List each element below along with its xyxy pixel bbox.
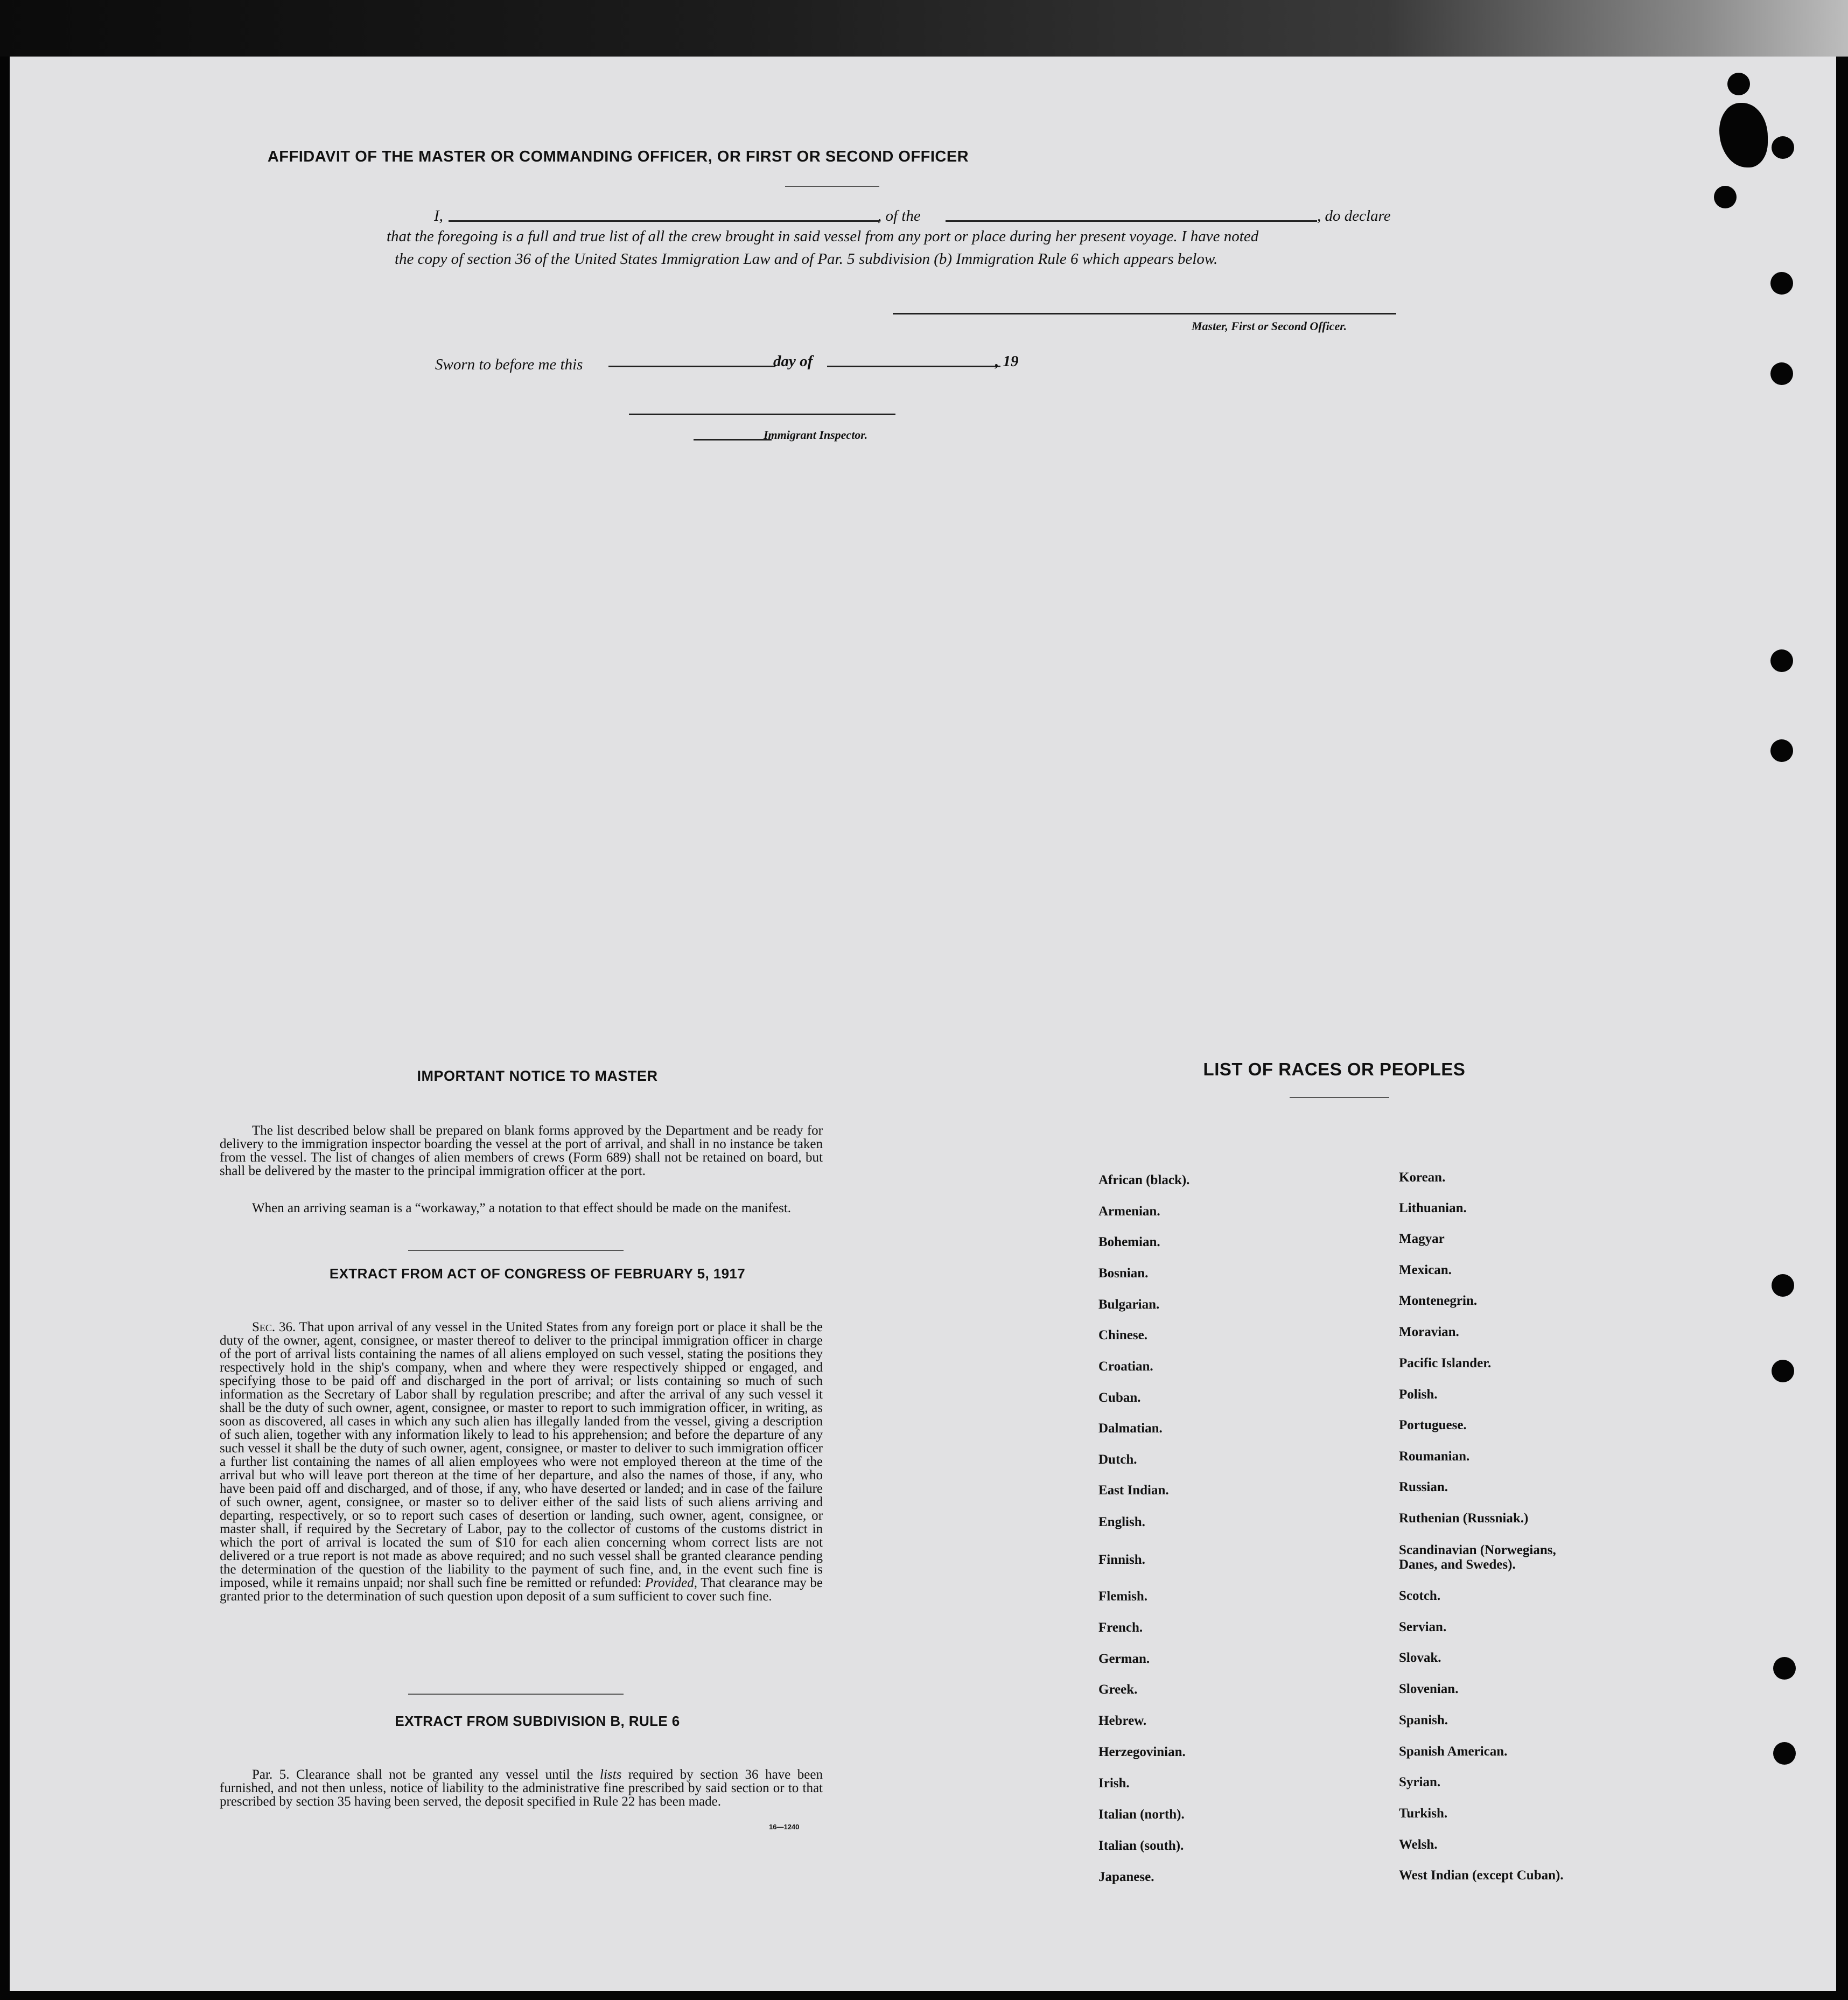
race-left-item: Herzegovinian. (1098, 1745, 1186, 1759)
section-36 (220, 1320, 823, 1603)
notice-paragraph-2 (220, 1201, 823, 1215)
inspector-signature-line (629, 414, 895, 415)
paragraph-5-a: Par. 5. Clearance shall not be granted any vessel until the (252, 1767, 593, 1782)
race-left-item: Chinese. (1098, 1328, 1147, 1342)
races-title-underline (1290, 1097, 1389, 1098)
race-left-item: East Indian. (1098, 1483, 1169, 1498)
inspector-label: Immigrant Inspector. (764, 428, 868, 442)
punch-hole (1770, 362, 1793, 385)
notice-paragraph-1 (220, 1124, 823, 1178)
race-left-item: Italian (north). (1098, 1807, 1185, 1822)
race-left-item: Bohemian. (1098, 1235, 1160, 1249)
race-left-item: Flemish. (1098, 1589, 1147, 1604)
rule-title: EXTRACT FROM SUBDIVISION B, RULE 6 (395, 1713, 680, 1729)
race-left-item: Dutch. (1098, 1452, 1137, 1467)
punch-hole-top (1727, 73, 1750, 95)
race-left-item: Cuban. (1098, 1390, 1141, 1405)
punch-hole (1772, 1274, 1794, 1297)
vessel-blank (946, 220, 1317, 222)
race-left-item: Bosnian. (1098, 1266, 1149, 1281)
section-36-provided: Provided, (645, 1576, 697, 1590)
declaration-line-3: the copy of section 36 of the United States Immigration Law and of Par. 5 subdivision (b) Immigration Rule 6 which appears below. (395, 250, 1218, 268)
race-left-item: Dalmatian. (1098, 1421, 1163, 1436)
race-right-item: Moravian. (1399, 1325, 1459, 1339)
race-left-item: Armenian. (1098, 1204, 1160, 1219)
paragraph-5 (220, 1768, 823, 1808)
race-left-item: Hebrew. (1098, 1714, 1147, 1728)
notice-paragraph-2-text: When an arriving seaman is a “workaway,” a notation to that effect should be made on the manifest. (252, 1201, 792, 1215)
declaration-line-2: that the foregoing is a full and true list of all the crew brought in said vessel from any port or place during her present voyage. I have noted (387, 228, 1259, 245)
race-right-item: Scandinavian (Norwegians, Danes, and Swedes). (1399, 1543, 1556, 1572)
race-left-item: Bulgarian. (1098, 1297, 1160, 1312)
name-blank (449, 220, 879, 222)
document-page (10, 57, 1836, 1991)
race-right-item: Syrian. (1399, 1775, 1441, 1789)
declaration-of-the: , of the (878, 207, 921, 225)
race-left-item: Irish. (1098, 1776, 1130, 1791)
race-right-item: Montenegrin. (1399, 1293, 1478, 1308)
paragraph-5-lists: lists (600, 1767, 622, 1782)
race-right-item: Korean. (1399, 1170, 1446, 1185)
races-title: LIST OF RACES OR PEOPLES (1203, 1059, 1466, 1079)
race-right-item: Magyar (1399, 1232, 1445, 1246)
sworn-day-blank (608, 366, 775, 367)
race-right-item: Welsh. (1399, 1837, 1438, 1852)
race-left-item: Finnish. (1098, 1553, 1145, 1567)
divider-2 (408, 1694, 624, 1695)
section-36-text: That upon arrival of any vessel in the United States from any foreign port or place it shall be the duty of the owner, agent, consignee, or master thereof to deliver to the principal immigration officer in charge of the port of arrival lists containing the names of all aliens employed on such vessel, stating the positions they respectively hold in the ship's company, when and where they were respectively shipped or engaged, and specifying those to be paid off and discharged in the port of arrival; or lists containing so much of such information as the Secretary of Labor shall by regulation prescribe; and after the arrival of any such vessel it shall be the duty of such owner, agent, consignee, or master to report to such immigration officer, in writing, as soon as discovered, all cases in which any such alien has illegally landed from the vessel, giving a description of such alien, together with any information likely to lead to his apprehension; and before the departure of any such vessel it shall be the duty of such owner, agent, consignee, or master to deliver to such immigration officer a further list containing the names of all alien employees who were not employed thereon at the time of the arrival but who will leave port thereon at the time of her departure, and also the names of those, if any, who have been paid off and discharged, and of those, if any, who have deserted or landed; and in case of the failure of such owner, agent, consignee, or master so to deliver either of the said lists of such aliens arriving and departing, respectively, or so to report such cases of desertion or landing, such owner, agent, consignee, or master shall, if required by the Secretary of Labor, pay to the collector of customs of the customs district in which the port of arrival is located the sum of $10 for each alien concerning whom correct lists are not delivered or a true report is not made as above required; and no such vessel shall be granted clearance pending the determination of the question of the liability to the payment of such fine, and, in the event such fine is imposed, while it remains unpaid; nor shall such fine be remitted or refunded: (220, 1320, 823, 1590)
race-left-item: Italian (south). (1098, 1838, 1184, 1853)
divider-1 (408, 1250, 624, 1251)
race-right-item: Ruthenian (Russniak.) (1399, 1511, 1529, 1526)
punch-hole (1772, 136, 1794, 159)
race-right-item: Pacific Islander. (1399, 1356, 1492, 1370)
punch-hole (1770, 739, 1793, 762)
race-left-item: English. (1098, 1515, 1145, 1529)
declaration-end: , do declare (1317, 207, 1391, 225)
race-right-item: Mexican. (1399, 1263, 1452, 1277)
paragraph-5-b: required by section 36 have been furnished, and not then unless, notice of liability to the administrative fine prescribed by said section or to that prescribed by section 35 having been served, the deposit specified in Rule 22 has been made. (220, 1767, 823, 1809)
race-left-item: Japanese. (1098, 1870, 1154, 1884)
race-right-item: West Indian (except Cuban). (1399, 1868, 1564, 1883)
form-code: 16—1240 (769, 1823, 800, 1831)
race-right-item: Polish. (1399, 1387, 1438, 1402)
race-left-item: Croatian. (1098, 1359, 1153, 1374)
punch-hole (1714, 186, 1737, 208)
race-left-item: African (black). (1098, 1173, 1190, 1187)
declaration-i: I, (434, 207, 443, 225)
punch-hole (1770, 649, 1793, 672)
race-right-item: Spanish. (1399, 1713, 1448, 1728)
race-right-item: Portuguese. (1399, 1418, 1467, 1432)
punch-hole (1773, 1742, 1796, 1765)
punch-hole (1773, 1657, 1796, 1680)
race-left-item: German. (1098, 1652, 1150, 1666)
sworn-year: , 19 (995, 353, 1019, 370)
notice-title: IMPORTANT NOTICE TO MASTER (417, 1068, 658, 1084)
inspector-short-line (694, 439, 772, 440)
act-title: EXTRACT FROM ACT OF CONGRESS OF FEBRUARY 5, 1917 (329, 1265, 746, 1282)
section-36-tail: That clearance may be granted prior to the determination of such question upon deposit of a sum sufficient to cover such fine. (220, 1576, 823, 1604)
race-left-item: French. (1098, 1620, 1143, 1635)
race-left-item: Greek. (1098, 1682, 1138, 1697)
affidavit-title: AFFIDAVIT OF THE MASTER OR COMMANDING OFFICER, OR FIRST OR SECOND OFFICER (267, 148, 969, 165)
race-right-item: Scotch. (1399, 1589, 1441, 1603)
punch-hole (1770, 272, 1793, 295)
sworn-month-blank (827, 366, 1000, 367)
race-right-item: Slovak. (1399, 1651, 1441, 1665)
scan-top-edge (0, 0, 1848, 57)
sworn-prefix: Sworn to before me this (435, 356, 583, 373)
race-right-item: Slovenian. (1399, 1682, 1459, 1696)
race-right-item: Lithuanian. (1399, 1201, 1467, 1215)
section-36-label: Sec. 36. (252, 1320, 296, 1334)
race-right-item: Roumanian. (1399, 1449, 1470, 1464)
master-signature-line (893, 313, 1396, 314)
title-underline (785, 186, 879, 187)
race-right-item: Turkish. (1399, 1806, 1448, 1821)
race-right-item: Russian. (1399, 1480, 1448, 1494)
master-signature-label: Master, First or Second Officer. (1192, 319, 1347, 333)
sworn-day-of: day of (773, 353, 813, 370)
race-right-item: Spanish American. (1399, 1744, 1508, 1759)
punch-hole (1772, 1360, 1794, 1382)
race-right-item: Servian. (1399, 1620, 1447, 1634)
notice-paragraph-1-text: The list described below shall be prepared on blank forms approved by the Department and be ready for delivery to the immigration inspector boarding the vessel at the port of arrival, and shall in no instance be taken from the vessel. The list of changes of alien members of crews (Form 689) shall not be retained on board, but shall be delivered by the master to the principal immigration officer at the port. (220, 1123, 823, 1178)
binding-tear (1719, 103, 1768, 167)
